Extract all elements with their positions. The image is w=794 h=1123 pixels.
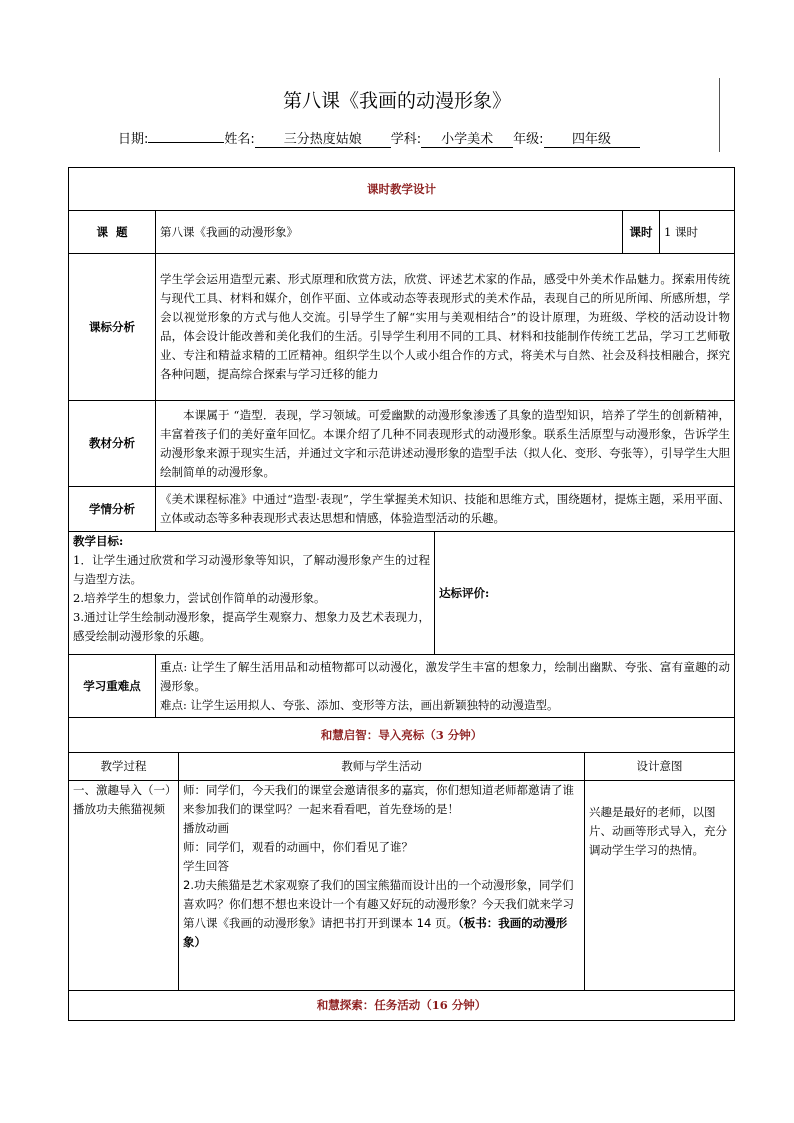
eval-label: 达标评价: (439, 585, 490, 600)
date-label: 日期: (118, 132, 149, 147)
process-text: 一、激趣导入（一）播放功夫熊猫视频 (69, 781, 179, 991)
section3-title: 和慧探索：任务活动（16 分钟） (69, 991, 735, 1021)
lesson-plan-table (68, 167, 735, 1021)
material-text: 本课属于 “造型．表现，学习领域。可爱幽默的动漫形象渗透了具象的造型知识，培养了学生的创新精神，丰富着孩子们的美好童年回忆。本课介绍了几种不同表现形式的动漫形象。联系生活原型与动漫形象，告诉学生动漫形象来源于现实生活，并通过文字和示范讲述动漫形象的造型手法（拟人化、变形、夸张等），引导学生大胆绘制简单的动漫形象。 (156, 401, 735, 487)
eval-cell (435, 532, 735, 655)
date-value (148, 142, 224, 143)
board-note: （板书：我画的动漫形象） (183, 916, 568, 949)
goal-item: 2.培养学生的想象力，尝试创作简单的动漫形象。 (73, 591, 326, 605)
topic-label: 课 题 (69, 211, 156, 254)
student-text: 《美术课程标准》中通过“造型·表现”，学生掌握美术知识、技能和思维方式，围绕题材，提炼主题，采用平面、立体或动态等多种表现形式表达思想和情感，体验造型活动的乐趣。 (156, 487, 735, 532)
subject-value: 小学美术 (421, 132, 513, 148)
activity-line: 师：同学们，观看的动画中，你们看见了谁？ (183, 840, 413, 854)
subject-label: 学科: (390, 132, 422, 147)
intent-text: 兴趣是最好的老师，以图片、动画等形式导入，充分调动学生学习的热情。 (585, 781, 735, 991)
goals-cell (69, 532, 435, 655)
activity-cell (179, 781, 585, 991)
name-value: 三分热度姑娘 (255, 132, 391, 148)
key-label: 学习重难点 (69, 655, 156, 718)
col-activity: 教师与学生活动 (179, 753, 585, 781)
grade-value: 四年级 (544, 132, 640, 148)
goal-item: 1．让学生通过欣赏和学习动漫形象等知识，了解动漫形象产生的过程与造型方法。 (73, 553, 430, 586)
goals-title: 教学目标: (73, 534, 124, 548)
period-label: 课时 (623, 211, 660, 254)
topic-value: 第八课《我画的动漫形象》 (156, 211, 623, 254)
col-process: 教学过程 (69, 753, 179, 781)
goal-item: 3.通过让学生绘制动漫形象，提高学生观察力、想象力及艺术表现力，感受绘制动漫形象的乐趣。 (73, 610, 430, 643)
student-label: 学情分析 (69, 487, 156, 532)
material-label: 教材分析 (69, 401, 156, 487)
activity-line: 师：同学们，今天我们的课堂会邀请很多的嘉宾，你们想知道老师都邀请了谁来参加我们的课堂吗？一起来看看吧，首先登场的是！ (183, 783, 574, 816)
page-title: 第八课《我画的动漫形象》 (282, 90, 511, 112)
difficult-point: 难点: 让学生运用拟人、夸张、添加、变形等方法，画出新颖独特的动漫造型。 (160, 697, 559, 712)
activity-line: 2.功夫熊猫是艺术家观察了我们的国宝熊猫而设计出的一个动漫形象，同学们喜欢吗？你们想不想也来设计一个有趣又好玩的动漫形象？今天我们就来学习第八课《我画的动漫形象》请把书打开到课本 14 页。 (183, 878, 574, 930)
col-intent: 设计意图 (585, 753, 735, 781)
key-point: 重点: 让学生了解生活用品和动植物都可以动漫化，激发学生丰富的想象力，绘制出幽默、夸张、富有童趣的动漫形象。 (160, 659, 731, 693)
standard-text: 学生学会运用造型元素、形式原理和欣赏方法，欣赏、评述艺术家的作品，感受中外美术作品魅力。探索用传统与现代工具、材料和媒介，创作平面、立体或动态等表现形式的美术作品，表现自己的所见所闻、所感所想，学会以视觉形象的方式与他人交流。引导学生了解“实用与美观相结合”的设计原理，为班级、学校的活动设计物品，体会设计能改善和美化我们的生活。引导学生利用不同的工具、材料和技能制作传统工艺品，学习工艺师敬业、专注和精益求精的工匠精神。组织学生以个人或小组合作的方式，将美术与自然、社会及科技相融合，探究各种问题，提高综合探索与学习迁移的能力 (156, 254, 735, 401)
standard-label: 课标分析 (69, 254, 156, 401)
period-value: 1 课时 (660, 211, 735, 254)
key-cell (156, 655, 735, 718)
grade-label: 年级: (513, 132, 544, 147)
name-label: 姓名: (224, 132, 255, 147)
info-line (118, 128, 640, 148)
section2-title: 和慧启智：导入亮标（3 分钟） (69, 718, 735, 753)
section-title: 课时教学设计 (69, 168, 735, 211)
activity-line: 学生回答 (183, 859, 229, 873)
activity-line: 播放动画 (183, 821, 229, 835)
